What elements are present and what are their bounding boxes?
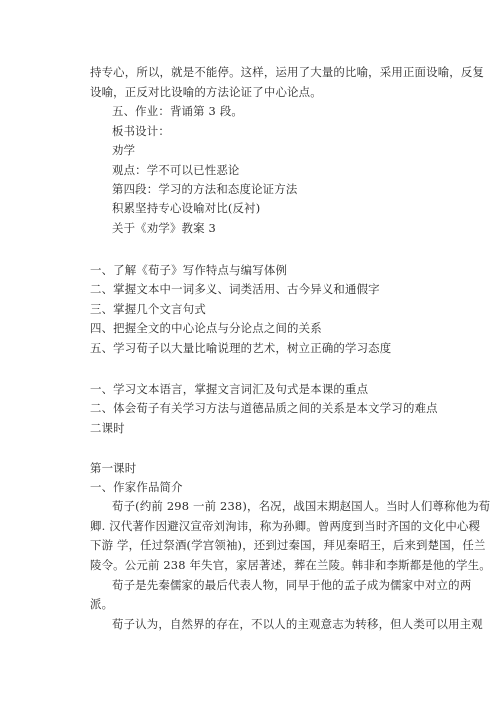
text-line: 关于《劝学》教案 3 <box>112 221 216 235</box>
text-line: 陵令。公元前 238 年失官，家居著述，葬在兰陵。韩非和李斯都是他的学生。 <box>90 558 491 572</box>
text-line: 持专心，所以，就是不能停。这样，运用了大量的比喻，采用正面设喻，反复 <box>90 65 485 79</box>
text-line: 二、掌握文本中一词多义、词类活用、古今异义和通假字 <box>90 282 380 296</box>
text-line: 下游 学，任过祭酒(学宫领袖)，还到过秦国，拜见秦昭王，后来到楚国，任兰 <box>90 538 486 552</box>
text-line: 三、掌握几个文言句式 <box>90 302 206 316</box>
text-line: 一、了解《荀子》写作特点与编写体例 <box>90 263 288 277</box>
text-line: 一、作家作品简介 <box>90 480 183 494</box>
text-line: 劝学 <box>112 143 136 157</box>
text-line: 四、把握全文的中心论点与分论点之间的关系 <box>90 321 322 335</box>
text-line: 一、学习文本语言，掌握文言词汇及句式是本课的重点 <box>90 382 369 396</box>
text-line: 卿. 汉代著作因避汉宣帝刘洵讳，称为孙卿。曾两度到当时齐国的文化中心稷 <box>90 519 481 533</box>
text-line: 五、学习荀子以大量比喻说理的艺术，树立正确的学习态度 <box>90 341 392 355</box>
text-line: 积累坚持专心设喻对比(反衬) <box>112 201 261 215</box>
text-line: 五、作业：背诵第 3 段。 <box>112 104 243 118</box>
text-line: 二课时 <box>90 421 125 435</box>
text-line: 观点：学不可以已性恶论 <box>112 163 240 177</box>
text-line: 二、体会荀子有关学习方法与道德品质之间的关系是本文学习的难点 <box>90 401 438 415</box>
text-line: 第一课时 <box>90 461 137 475</box>
text-line: 第四段：学习的方法和态度论证方法 <box>112 182 298 196</box>
text-line: 荀子是先秦儒家的最后代表人物，同早于他的孟子成为儒家中对立的两 <box>112 578 472 592</box>
text-line: 板书设计： <box>112 124 170 138</box>
text-line: 荀子认为，自然界的存在，不以人的主观意志为转移，但人类可以用主观 <box>112 617 483 631</box>
text-line: 派。 <box>90 597 114 611</box>
text-line: 设喻，正反对比设喻的方法论证了中心论点。 <box>90 85 322 99</box>
text-line: 荀子(约前 298 一前 238)，名况，战国末期赵国人。当时人们尊称他为荀 <box>112 499 491 513</box>
